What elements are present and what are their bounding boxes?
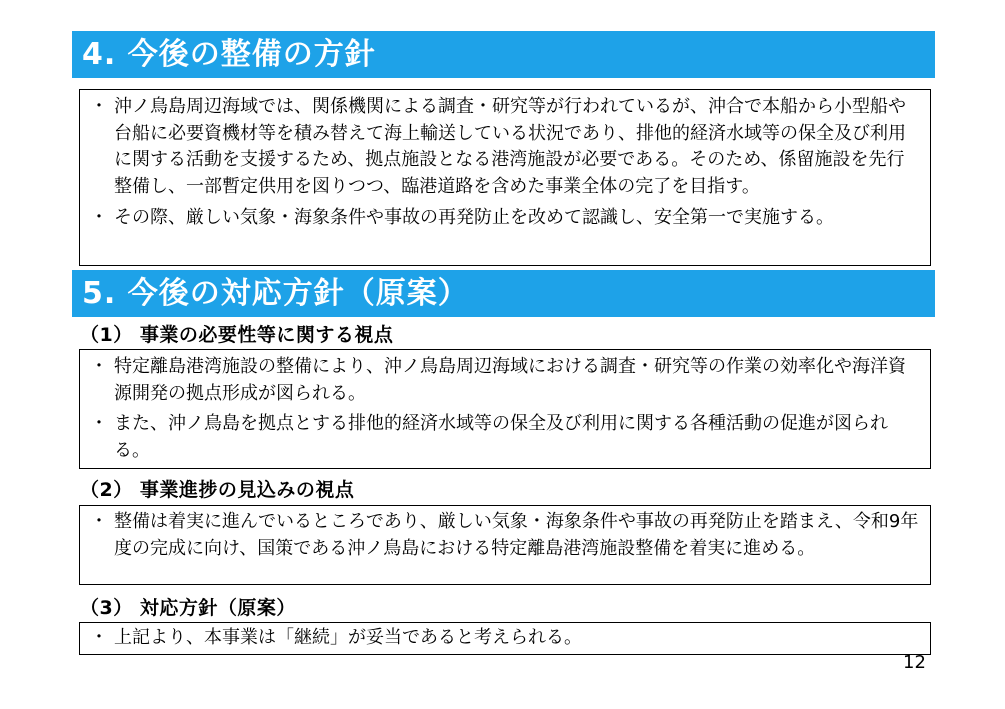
subsection-2-content-box [79, 505, 931, 585]
section-4-title: 4. 今後の整備の方針 [72, 31, 935, 78]
section-4-content-box [79, 89, 931, 266]
page-number: 12 [903, 652, 926, 673]
bullet-item: ・ 上記より、本事業は「継続」が妥当であると考えられる。 [88, 625, 920, 652]
bullet-item: ・ 沖ノ鳥島周辺海域では、関係機関による調査・研究等が行われているが、沖合で本船から小型船や台船に必要資機材等を積み替えて海上輸送している状況であり、排他的経済水域等の保全及び利用に関する活動を支援するため、拠点施設となる港湾施設が必要である。そのため、係留施設を先行整備し、一部暫定供用を図りつつ、臨港道路を含めた事業全体の完了を目指す。 [88, 94, 920, 200]
subsection-1-heading: （1） 事業の必要性等に関する視点 [80, 324, 394, 346]
bullet-list [88, 509, 920, 562]
bullet-item: ・ また、沖ノ鳥島を拠点とする排他的経済水域等の保全及び利用に関する各種活動の促進が図られる。 [88, 411, 920, 464]
bullet-list [88, 94, 920, 232]
subsection-1-content-box [79, 349, 931, 469]
bullet-item: ・ その際、厳しい気象・海象条件や事故の再発防止を改めて認識し、安全第一で実施する。 [88, 205, 920, 232]
subsection-3-content-box [79, 622, 931, 655]
bullet-item: ・ 特定離島港湾施設の整備により、沖ノ鳥島周辺海域における調査・研究等の作業の効率化や海洋資源開発の拠点形成が図られる。 [88, 354, 920, 407]
subsection-3-heading: （3） 対応方針（原案） [80, 597, 296, 619]
subsection-2-heading: （2） 事業進捗の見込みの視点 [80, 479, 355, 501]
section-5-title: 5. 今後の対応方針（原案） [72, 270, 935, 317]
bullet-list [88, 354, 920, 464]
bullet-list [88, 625, 920, 652]
bullet-item: ・ 整備は着実に進んでいるところであり、厳しい気象・海象条件や事故の再発防止を踏まえ、令和9年度の完成に向け、国策である沖ノ鳥島における特定離島港湾施設整備を着実に進める。 [88, 509, 920, 562]
